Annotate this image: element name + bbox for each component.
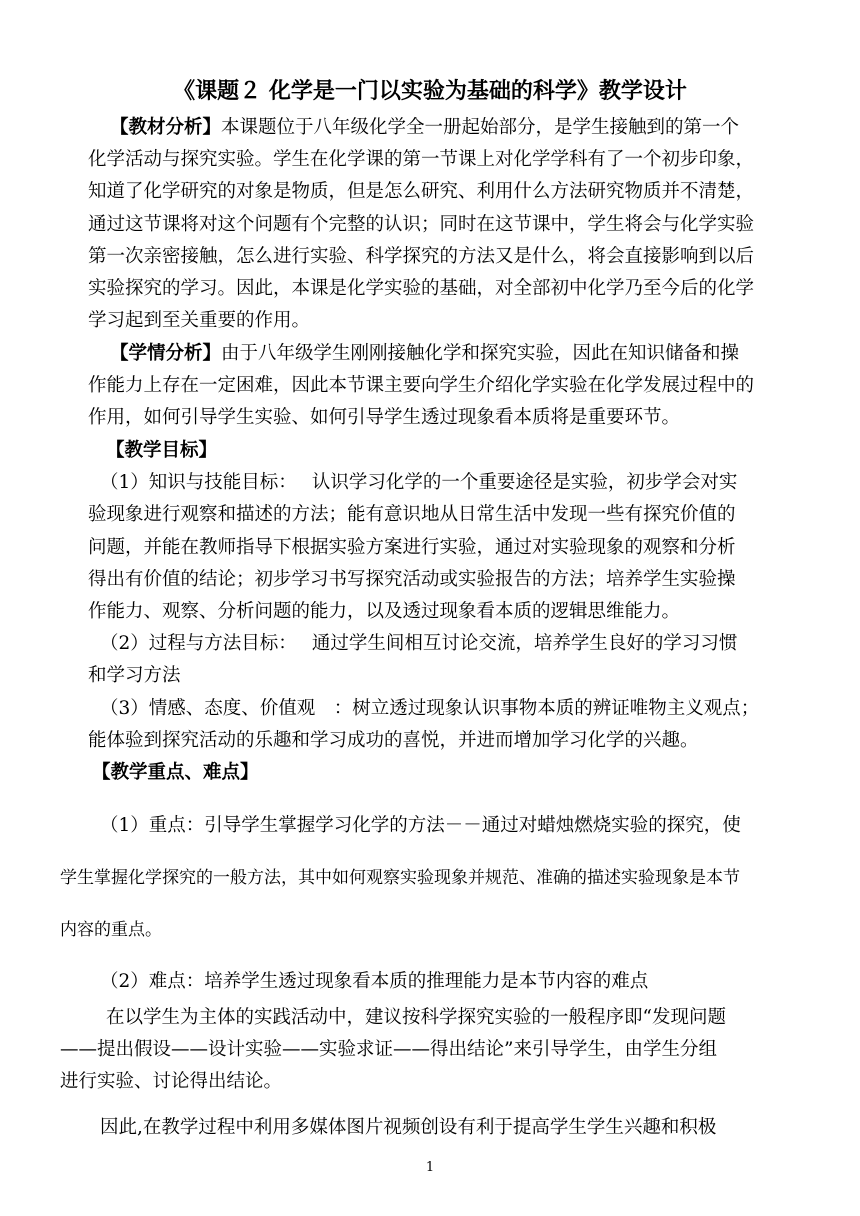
page-number: 1 bbox=[425, 1160, 435, 1175]
section-heading: 【教学目标】 bbox=[106, 440, 218, 461]
text-line: 内容的重点。 bbox=[60, 920, 162, 940]
text-line: （2）过程与方法目标： 通过学生间相互讨论交流，培养学生良好的学习习惯 bbox=[100, 633, 738, 654]
text-line: 得出有价值的结论；初步学习书写探究活动或实验报告的方法；培养学生实验操 bbox=[88, 569, 736, 590]
text-line: 实验探究的学习。因此，本课是化学实验的基础，对全部初中化学乃至今后的化学 bbox=[88, 278, 755, 299]
text-line: （1）重点：引导学生掌握学习化学的方法－－通过对蜡烛燃烧实验的探究，使 bbox=[100, 815, 741, 836]
section-heading: 【学情分析】 bbox=[110, 343, 222, 364]
text-line: 在以学生为主体的实践活动中，建议按科学探究实验的一般程序即“发现问题 bbox=[106, 1007, 726, 1028]
text-line: 化学活动与探究实验。学生在化学课的第一节课上对化学学科有了一个初步印象， bbox=[88, 149, 755, 170]
section-heading: 【教学重点、难点】 bbox=[92, 762, 259, 783]
text-line: （1）知识与技能目标： 认识学习化学的一个重要途径是实验，初步学会对实 bbox=[100, 472, 738, 493]
text-line: 作能力上存在一定困难，因此本节课主要向学生介绍化学实验在化学发展过程中的 bbox=[88, 375, 755, 396]
text-line: 第一次亲密接触，怎么进行实验、科学探究的方法又是什么，将会直接影响到以后 bbox=[88, 246, 755, 267]
text-line: ——提出假设——设计实验——实验求证——得出结论”来引导学生，由学生分组 bbox=[60, 1039, 717, 1060]
text-line: 验现象进行观察和描述的方法；能有意识地从日常生活中发现一些有探究价值的 bbox=[88, 504, 736, 525]
text-line: 学习起到至关重要的作用。 bbox=[88, 310, 311, 331]
text-line: 【教材分析】本课题位于八年级化学全一册起始部分，是学生接触到的第一个 bbox=[110, 117, 740, 138]
text-line: 作能力、观察、分析问题的能力，以及透过现象看本质的逻辑思维能力。 bbox=[88, 601, 681, 622]
text-line: 因此,在教学过程中利用多媒体图片视频创设有利于提高学生学生兴趣和积极 bbox=[100, 1117, 717, 1138]
text-line: 作用，如何引导学生实验、如何引导学生透过现象看本质将是重要环节。 bbox=[88, 407, 681, 428]
text-line: 学生掌握化学探究的一般方法，其中如何观察实验现象并规范、准确的描述实验现象是本节 bbox=[60, 868, 740, 888]
document-title: 《课题２ 化学是一门以实验为基础的科学》教学设计 bbox=[173, 78, 687, 104]
text-line: 【学情分析】由于八年级学生刚刚接触化学和探究实验，因此在知识储备和操 bbox=[110, 343, 740, 364]
text-line: 问题，并能在教师指导下根据实验方案进行实验，通过对实验现象的观察和分析 bbox=[88, 537, 736, 558]
text-line: 能体验到探究活动的乐趣和学习成功的喜悦，并进而增加学习化学的兴趣。 bbox=[88, 730, 699, 751]
text-line: （2）难点：培养学生透过现象看本质的推理能力是本节内容的难点 bbox=[100, 971, 649, 992]
text-line: 进行实验、讨论得出结论。 bbox=[60, 1071, 283, 1092]
text-line: 通过这节课将对这个问题有个完整的认识；同时在这节课中，学生将会与化学实验 bbox=[88, 214, 755, 235]
text-line: 知道了化学研究的对象是物质，但是怎么研究、利用什么方法研究物质并不清楚， bbox=[88, 181, 755, 202]
section-heading: 【教材分析】 bbox=[110, 117, 222, 138]
text-line: 和学习方法 bbox=[88, 665, 181, 686]
text-line: （3）情感、态度、价值观 ：树立透过现象认识事物本质的辨证唯物主义观点； bbox=[100, 698, 760, 719]
